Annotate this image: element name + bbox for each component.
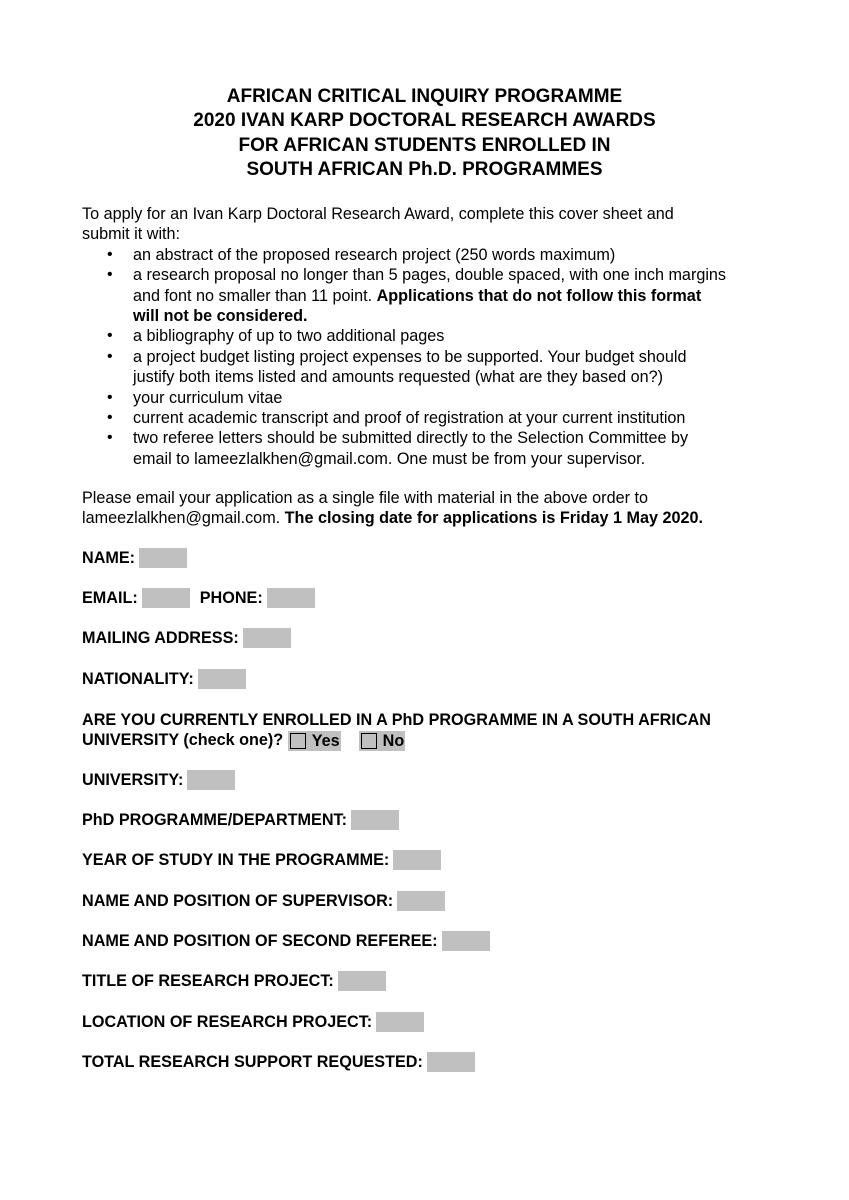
no-option[interactable] bbox=[359, 731, 406, 751]
requirement-proposal-line-3 bbox=[133, 306, 782, 326]
enrollment-question bbox=[82, 710, 711, 751]
year-of-study-label: YEAR OF STUDY IN THE PROGRAMME: bbox=[82, 851, 390, 869]
requirement-budget-line-1: • a project budget listing project expenses to be supported. Your budget should bbox=[133, 347, 687, 366]
requirement-abstract: • an abstract of the proposed research project (250 words maximum) bbox=[133, 245, 616, 264]
project-location-input[interactable] bbox=[376, 1012, 424, 1032]
phone-label: PHONE: bbox=[199, 589, 263, 607]
university-row bbox=[82, 770, 235, 790]
requirement-cv: • your curriculum vitae bbox=[133, 388, 283, 407]
requirement-referees-line-2: email to lameezlalkhen@gmail.com. One must be from your supervisor. bbox=[133, 449, 646, 468]
title-line-3: FOR AFRICAN STUDENTS ENROLLED IN bbox=[238, 134, 611, 156]
contact-row bbox=[82, 588, 315, 608]
enrollment-question-text: UNIVERSITY (check one)? bbox=[82, 731, 284, 750]
programme-input[interactable] bbox=[351, 810, 399, 830]
programme-row bbox=[82, 810, 399, 830]
email-input[interactable] bbox=[142, 588, 190, 608]
project-title-label: TITLE OF RESEARCH PROJECT: bbox=[82, 972, 334, 990]
list-item bbox=[82, 326, 782, 346]
requirement-bibliography: • a bibliography of up to two additional pages bbox=[133, 327, 445, 346]
mailing-address-input[interactable] bbox=[243, 628, 291, 648]
list-item bbox=[82, 265, 782, 326]
mailing-address-label: MAILING ADDRESS: bbox=[82, 629, 239, 647]
title-line-1: AFRICAN CRITICAL INQUIRY PROGRAMME bbox=[226, 86, 623, 107]
requirement-proposal-line-2 bbox=[133, 286, 782, 306]
support-requested-input[interactable] bbox=[427, 1052, 475, 1072]
enrollment-question-line-2 bbox=[82, 730, 711, 751]
closing-date: The closing date for applications is Friday 1 May 2020. bbox=[284, 509, 703, 528]
instructions bbox=[82, 204, 782, 469]
nationality-input[interactable] bbox=[198, 669, 246, 689]
project-title-row bbox=[82, 971, 386, 991]
title-line-4: SOUTH AFRICAN Ph.D. PROGRAMMES bbox=[246, 159, 603, 181]
requirement-transcript: • current academic transcript and proof of registration at your current institution bbox=[133, 409, 686, 428]
no-checkbox[interactable] bbox=[361, 733, 377, 749]
phone-input[interactable] bbox=[267, 588, 315, 608]
requirement-proposal-line-1: • a research proposal no longer than 5 pages, double spaced, with one inch margins bbox=[133, 266, 727, 285]
email-label: EMAIL: bbox=[82, 589, 138, 607]
mailing-address-row bbox=[82, 628, 291, 648]
requirements-list bbox=[82, 245, 782, 469]
enrollment-question-line-1: ARE YOU CURRENTLY ENROLLED IN A PhD PROGRAMME IN A SOUTH AFRICAN bbox=[82, 711, 711, 729]
second-referee-input[interactable] bbox=[442, 931, 490, 951]
project-title-input[interactable] bbox=[338, 971, 386, 991]
name-input[interactable] bbox=[139, 548, 187, 568]
supervisor-input[interactable] bbox=[397, 891, 445, 911]
university-input[interactable] bbox=[187, 770, 235, 790]
requirement-proposal-text: and font no smaller than 11 point. bbox=[133, 286, 377, 305]
title-line-2: 2020 IVAN KARP DOCTORAL RESEARCH AWARDS bbox=[193, 110, 656, 132]
format-warning: Applications that do not follow this format bbox=[376, 286, 702, 305]
university-label: UNIVERSITY: bbox=[82, 771, 184, 789]
closing-line-1: Please email your application as a single file with material in the above order to bbox=[82, 489, 648, 507]
list-item bbox=[82, 428, 782, 469]
closing-line-2 bbox=[82, 508, 802, 528]
format-warning-end: will not be considered. bbox=[133, 307, 308, 326]
yes-checkbox[interactable] bbox=[290, 733, 306, 749]
project-location-label: LOCATION OF RESEARCH PROJECT: bbox=[82, 1013, 373, 1031]
no-label: No bbox=[382, 731, 405, 750]
year-of-study-row bbox=[82, 850, 441, 870]
yes-label: Yes bbox=[311, 731, 340, 750]
submission-email: lameezlalkhen@gmail.com. bbox=[82, 509, 285, 528]
submission-instructions bbox=[82, 488, 802, 529]
intro-line-2: submit it with: bbox=[82, 225, 181, 244]
list-item bbox=[82, 388, 782, 408]
project-location-row bbox=[82, 1012, 424, 1032]
nationality-label: NATIONALITY: bbox=[82, 670, 194, 688]
document-title bbox=[0, 85, 849, 183]
second-referee-label: NAME AND POSITION OF SECOND REFEREE: bbox=[82, 932, 438, 950]
name-row bbox=[82, 548, 187, 568]
list-item bbox=[82, 245, 782, 265]
list-item bbox=[82, 347, 782, 388]
list-item bbox=[82, 408, 782, 428]
programme-label: PhD PROGRAMME/DEPARTMENT: bbox=[82, 811, 347, 829]
supervisor-row bbox=[82, 891, 445, 911]
requirement-budget-line-2: justify both items listed and amounts requested (what are they based on?) bbox=[133, 368, 663, 387]
support-requested-row bbox=[82, 1052, 475, 1072]
support-requested-label: TOTAL RESEARCH SUPPORT REQUESTED: bbox=[82, 1053, 423, 1071]
supervisor-label: NAME AND POSITION OF SUPERVISOR: bbox=[82, 892, 394, 910]
nationality-row bbox=[82, 669, 246, 689]
requirement-referees-line-1: • two referee letters should be submitted directly to the Selection Committee by bbox=[133, 429, 689, 448]
intro-line-1: To apply for an Ivan Karp Doctoral Research Award, complete this cover sheet and bbox=[82, 205, 674, 223]
second-referee-row bbox=[82, 931, 490, 951]
name-label: NAME: bbox=[82, 549, 136, 567]
year-of-study-input[interactable] bbox=[393, 850, 441, 870]
yes-option[interactable] bbox=[288, 731, 341, 751]
